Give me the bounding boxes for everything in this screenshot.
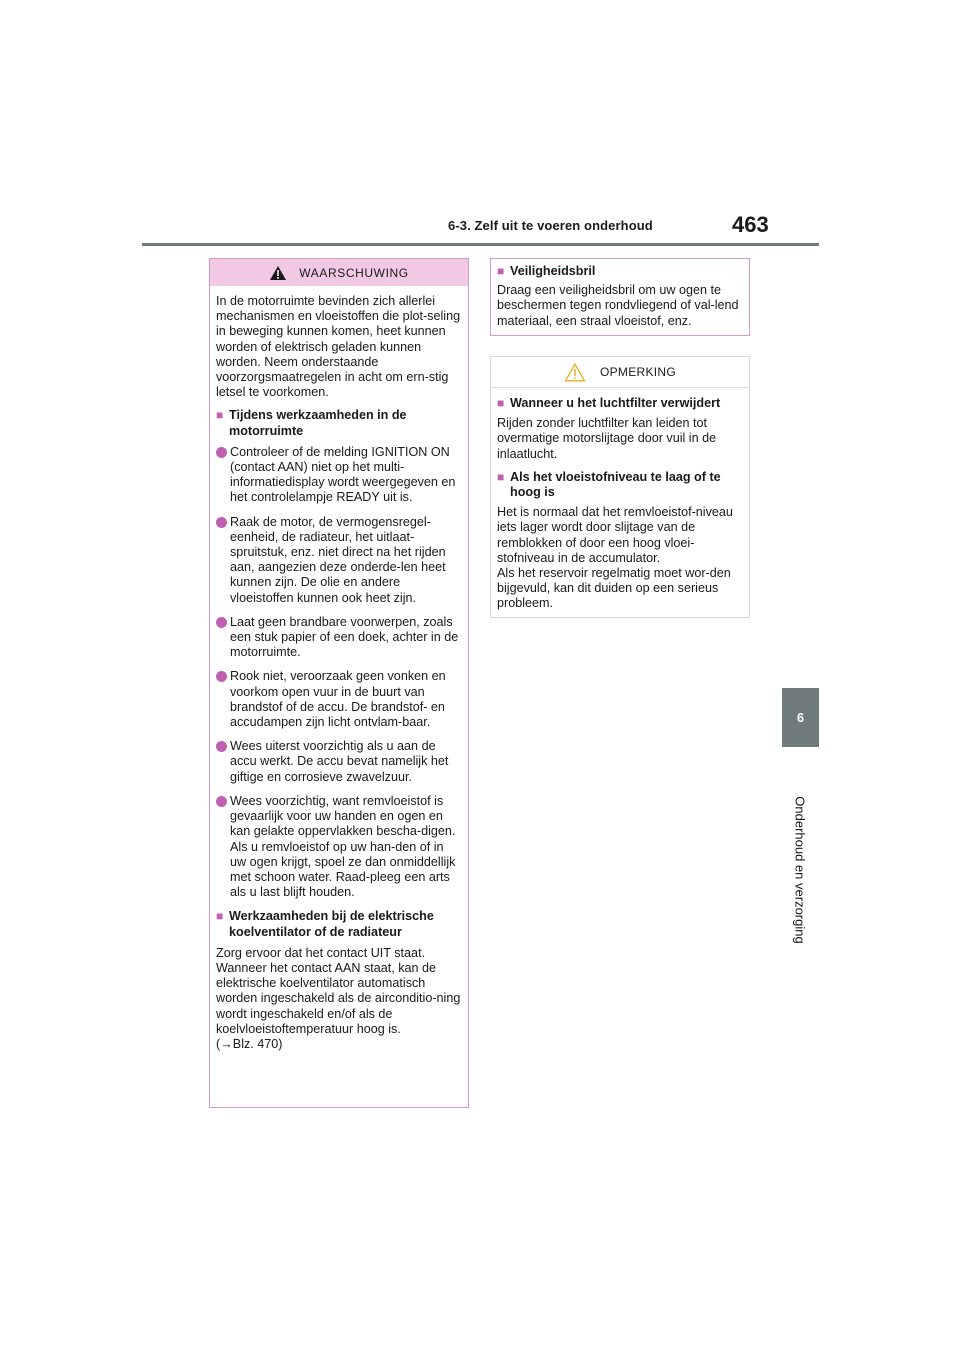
chapter-title: Onderhoud en verzorging [792,796,808,944]
warning-section1-title: Tijdens werkzaamheden in de motorruimte [229,408,407,438]
list-item [216,669,462,730]
square-bullet-icon: ■ [497,264,505,278]
warning-header [210,259,468,286]
section-title: 6-3. Zelf uit te voeren onderhoud [448,218,653,233]
list-item [216,739,462,785]
chapter-tab [782,688,819,747]
bullet-dot-icon [216,794,230,900]
warning-section-heading [216,909,462,939]
list-item-text: Laat geen brandbare voorwerpen, zoals een stuk papier of een doek, achter in de motorruimte. [230,614,459,660]
warning-section-heading [216,408,462,438]
list-item [216,615,462,661]
square-bullet-icon: ■ [216,408,224,423]
bullet-dot-icon [216,445,230,506]
square-bullet-icon: ■ [497,469,505,484]
warning-continued-box [490,258,750,336]
list-item [216,445,462,506]
bullet-dot-icon [216,739,230,785]
chapter-number: 6 [796,710,805,725]
page-number: 463 [732,212,769,237]
safety-glasses-title: Veiligheidsbril [510,264,596,278]
note-section2-title: Als het vloeistofniveau te laag of te hoog is [510,469,721,500]
page-reference-link[interactable]: (→Blz. 470) [216,1036,283,1051]
warning-section2-body [216,946,462,1052]
note-header [491,357,749,388]
list-item-text: Rook niet, veroorzaak geen vonken en voorkom open vuur in de buurt van brandstof of de accu. De brandstof- en accudampen zijn licht ontvlam-baar. [230,669,446,730]
warning-triangle-icon [269,265,287,281]
list-item-text: Raak de motor, de vermogensregel-eenheid, de radiateur, het uitlaat-spruitstuk, enz. niet direct na het rijden aan, aangezien deze onderde-len heet kunnen zijn. De olie en andere vloeistoffen kunnen ook heet zijn. [230,514,446,605]
note-section1-title: Wanneer u het luchtfilter verwijdert [510,396,721,410]
square-bullet-icon: ■ [497,396,505,410]
safety-glasses-text: Draag een veiligheidsbril om uw ogen te beschermen tegen rondvliegend of val-lend materiaal, een straal vloeistof, enz. [497,283,739,328]
caution-triangle-icon [564,363,586,382]
warning-box [209,258,469,1108]
note-section-heading [497,470,743,500]
warning-intro: In de motorruimte bevinden zich allerlei mechanismen en vloeistoffen die plot-seling in beweging kunnen komen, heet kunnen worden of elektrisch geladen kunnen worden. Neem onderstaande voorzorgsmaatregelen in acht om ern-stig letsel te voorkomen. [216,294,461,400]
note-section2-text1: Het is normaal dat het remvloeistof-niveau iets lager wordt door slijtage van de remblokken of door een hoog vloei-stofniveau in de accumulator. [497,505,733,565]
list-item [216,794,462,900]
bullet-dot-icon [216,615,230,661]
list-item-text: Controleer of de melding IGNITION ON (contact AAN) niet op het multi-informatiedisplay wordt weergegeven en het controlelampje READY uit is. [230,444,456,505]
warning-section-heading [497,264,743,279]
bullet-dot-icon [216,669,230,730]
note-box [490,356,750,618]
list-item [216,515,462,606]
note-title: OPMERKING [599,365,677,379]
note-section-heading [497,396,743,411]
warning-title: WAARSCHUWING [299,265,409,280]
list-item-text: Wees uiterst voorzichtig als u aan de accu werkt. De accu bevat namelijk het giftige en corrosieve zwavelzuur. [230,739,449,784]
warning-section2-text: Zorg ervoor dat het contact UIT staat. Wanneer het contact AAN staat, kan de elektrische koelventilator automatisch worden ingeschakeld als de airconditio-ning wordt ingeschakeld en/of als de koelvloeistoftemperatuur hoog is. [216,945,461,1036]
header-rule [142,243,819,246]
bullet-dot-icon [216,515,230,606]
list-item-text: Wees voorzichtig, want remvloeistof is gevaarlijk voor uw handen en ogen en kan gelakte oppervlakken bescha-digen. Als u remvloeistof op uw han-den of in uw ogen krijgt, spoel ze dan onmiddellijk met schoon water. Raad-pleeg een arts als u last blijft houden. [230,793,456,900]
note-section2-text2: Als het reservoir regelmatig moet wor-den bijgevuld, kan dit duiden op een serieus probleem. [497,566,731,611]
warning-section2-title: Werkzaamheden bij de elektrische koelventilator of de radiateur [229,909,434,939]
square-bullet-icon: ■ [216,909,224,924]
note-section1-text: Rijden zonder luchtfilter kan leiden tot overmatige motorslijtage door vuil in de inlaatlucht. [497,416,717,461]
